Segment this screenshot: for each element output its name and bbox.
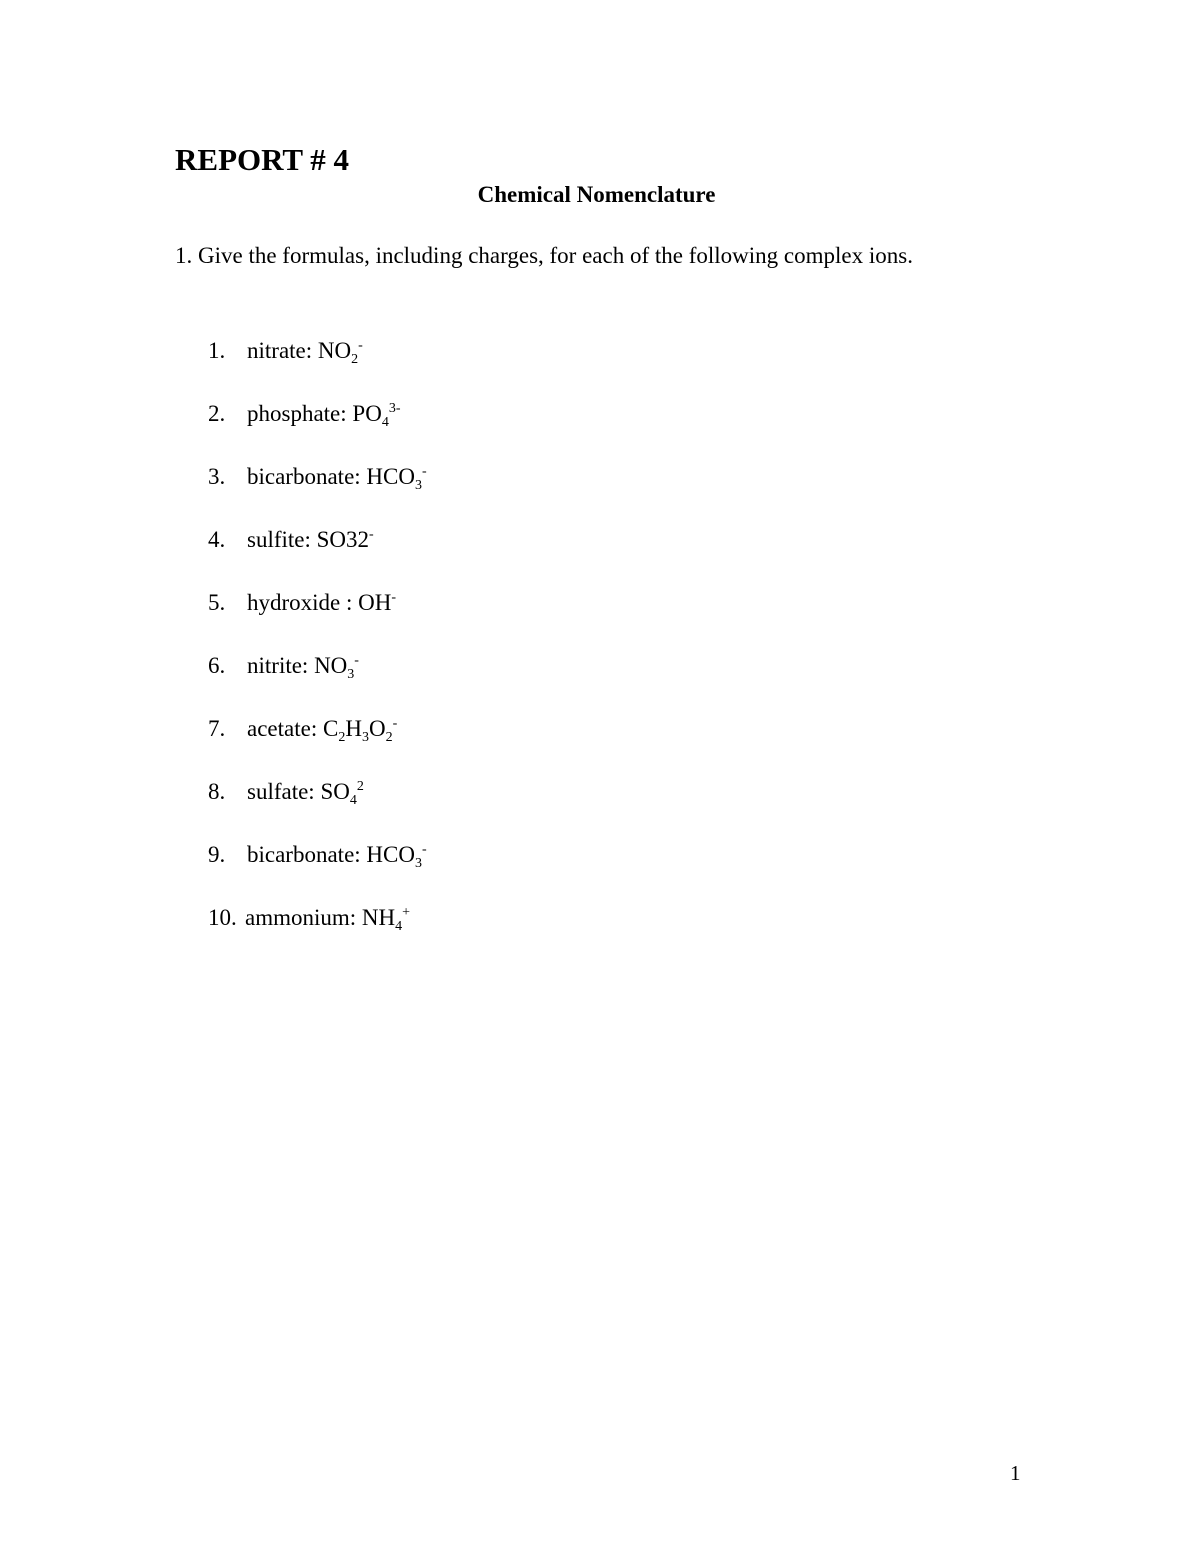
answer-text: acetate: $C_2H_3O_2^-$ [247,716,398,745]
answer-text: nitrate: $NO_2^-$ [247,338,363,367]
answer-number: 8. [208,779,226,804]
answer-number: 9. [208,842,226,867]
answer-number: 10. [208,905,237,930]
answer-item [208,775,364,809]
answer-text: bicarbonate: $HCO_3^-$ [247,842,427,871]
page-subtitle: Chemical Nomenclature [477,182,716,207]
answer-text: sulfite: SO32- [247,527,374,552]
answer-item [208,586,396,620]
answer-item [208,649,359,683]
answer-number: 1. [208,338,226,363]
answer-item [208,838,427,872]
answer-number: 2. [208,401,226,426]
answer-item [208,460,427,494]
answer-number: 7. [208,716,226,741]
page-number: 1 [1010,1461,1021,1485]
answer-number: 5. [208,590,226,615]
answer-item [208,523,374,557]
answer-item [208,397,400,431]
page-title: REPORT # 4 [175,142,350,177]
answer-text: hydroxide : OH- [247,590,397,615]
answer-text: phosphate: $PO_4^{3-}$ [247,401,401,430]
answer-text: ammonium: $NH_4^+$ [245,905,411,934]
question-text: 1. Give the formulas, including charges, for each of the following complex ions. [175,243,913,268]
answer-number: 4. [208,527,226,552]
answer-number: 6. [208,653,226,678]
answer-number: 3. [208,464,226,489]
answer-text: sulfate: $SO_4^2$ [247,779,364,808]
answer-item [208,901,410,935]
answer-item [208,712,397,746]
answer-item [208,334,363,368]
answer-text: nitrite: $NO_3^-$ [247,653,359,682]
answer-text: bicarbonate: $HCO_3^-$ [247,464,427,493]
